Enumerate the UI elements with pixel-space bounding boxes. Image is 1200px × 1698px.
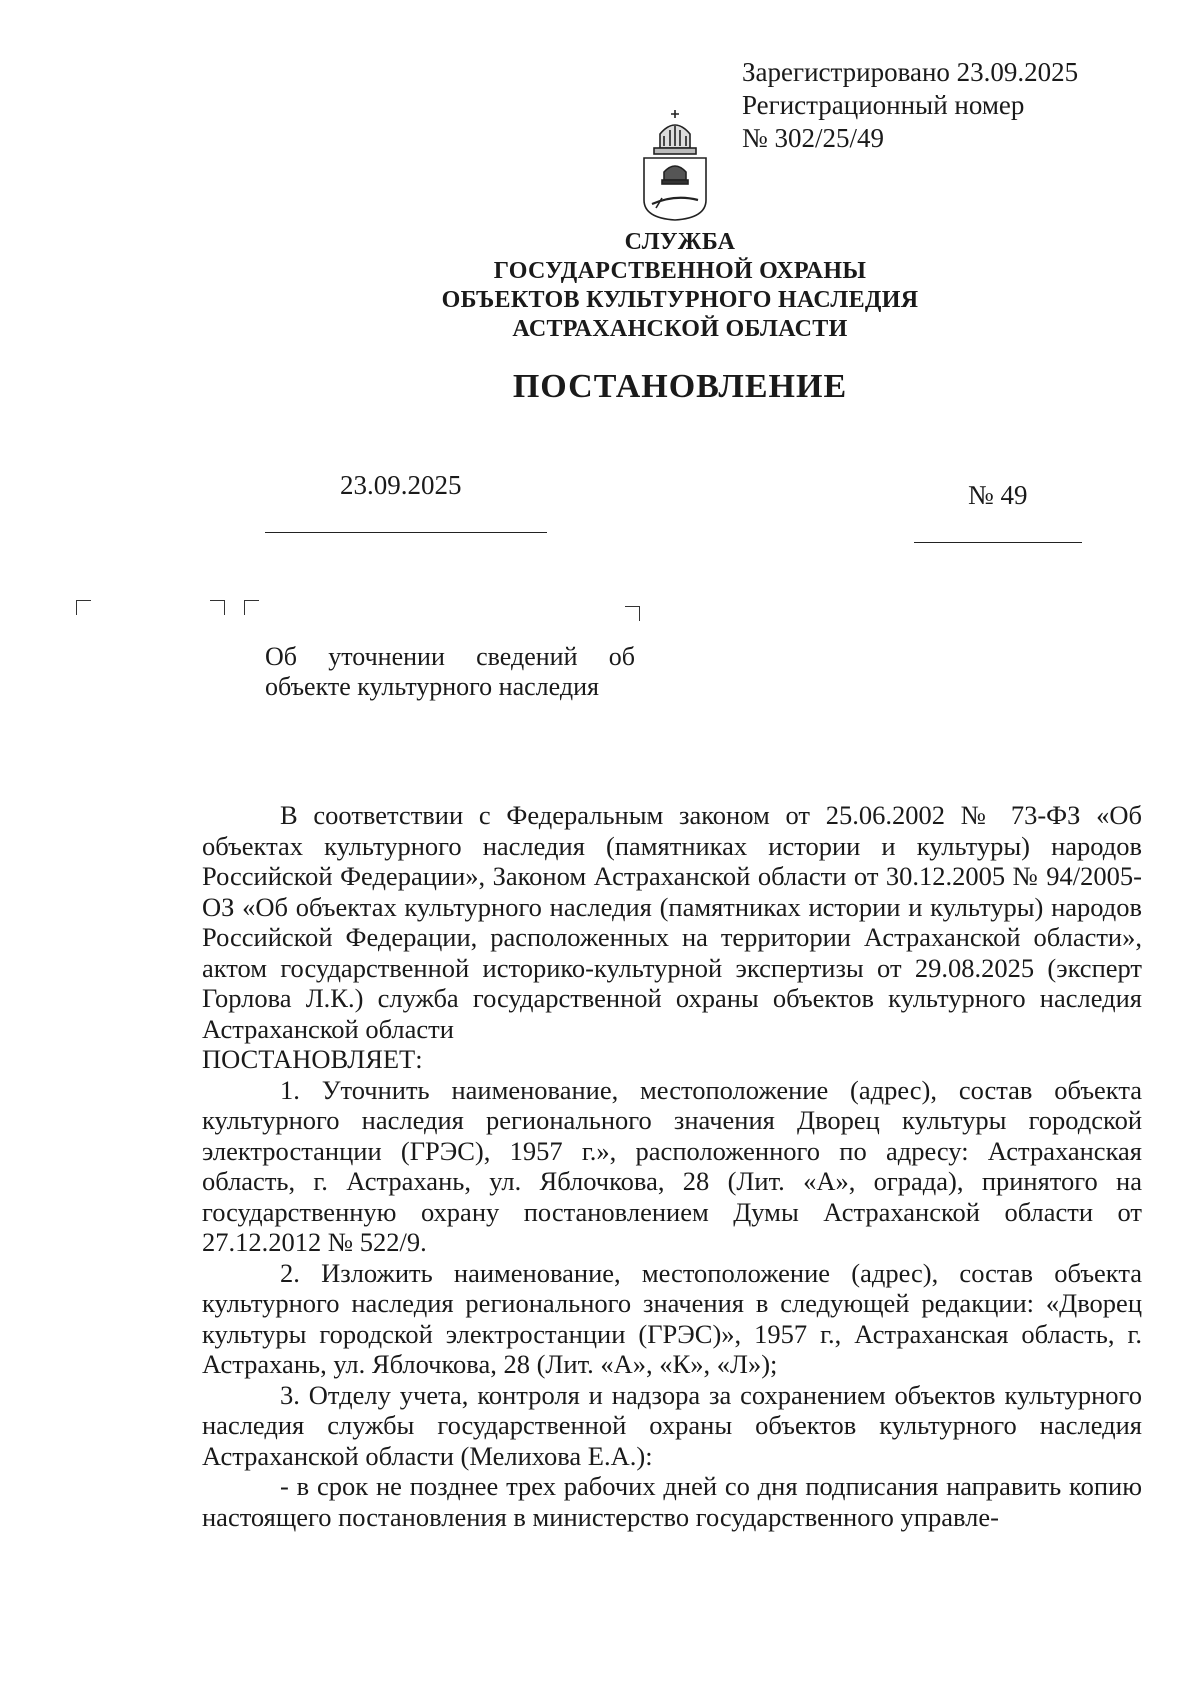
number-underline [914,542,1082,543]
registration-number: № 302/25/49 [742,123,885,153]
date-underline [265,532,547,533]
item-3: 3. Отделу учета, контроля и надзора за сохранением объектов культурного наследия службы государственной охраны объектов культурного наследия Астраханской области (Мелихова Е.А.): [202,1379,1142,1471]
registration-stamp [742,56,1078,155]
decree-word: ПОСТАНОВЛЯЕТ: [202,1044,423,1074]
organization-name [300,228,1060,344]
organization-line: АСТРАХАНСКОЙ ОБЛАСТИ [512,316,848,342]
document-type: ПОСТАНОВЛЕНИЕ [512,368,848,405]
organization-line: СЛУЖБА [624,229,736,255]
item-1: 1. Уточнить наименование, местоположение (адрес), состав объекта культурного наследия регионального значения Дворец культуры городской электростанции (ГРЭС), 1957 г.», расположенного по адресу: Астраханская область, г. Астрахань, ул. Яблочкова, 28 (Лит. «А», ограда), принятого на государственную охрану постановлением Думы Астраханской области от 27.12.2012 № 522/9. [202,1074,1142,1257]
organization-line: ОБЪЕКТОВ КУЛЬТУРНОГО НАСЛЕДИЯ [441,287,919,313]
document-date: 23.09.2025 [340,470,462,500]
astrakhan-coat-of-arms-icon [638,108,712,222]
document-subject [265,642,635,702]
corner-mark [210,600,225,615]
document-body [202,800,1142,1532]
document-number: № 49 [968,480,1028,510]
corner-mark [76,600,91,615]
registration-label: Регистрационный номер [742,90,1025,120]
subject-line: объекте культурного наследия [265,672,599,701]
corner-mark [625,606,640,621]
organization-line: ГОСУДАРСТВЕННОЙ ОХРАНЫ [493,258,867,284]
item-3-subitem: - в срок не позднее трех рабочих дней со дня подписания направить копию настоящего постановления в министерство государственного управле- [202,1471,1142,1532]
registration-date: Зарегистрировано 23.09.2025 [742,57,1079,87]
subject-line: Об уточнении сведений об [265,642,635,671]
corner-mark [244,600,259,615]
preamble-paragraph: В соответствии с Федеральным законом от 25.06.2002 № 73-ФЗ «Об объектах культурного наследия (памятниках истории и культуры) народов Российской Федерации», Законом Астраханской области от 30.12.2005 № 94/2005-ОЗ «Об объектах культурного наследия (памятниках истории и культуры) народов Российской Федерации, расположенных на территории Астраханской области», актом государственной историко-культурной экспертизы от 29.08.2025 (эксперт Горлова Л.К.) служба государственной охраны объектов культурного наследия Астраханской области [202,800,1142,1044]
item-2: 2. Изложить наименование, местоположение (адрес), состав объекта культурного наследия регионального значения в следующей редакции: «Дворец культуры городской электростанции (ГРЭС)», 1957 г., Астраханская область, г. Астрахань, ул. Яблочкова, 28 (Лит. «А», «К», «Л»); [202,1257,1142,1379]
